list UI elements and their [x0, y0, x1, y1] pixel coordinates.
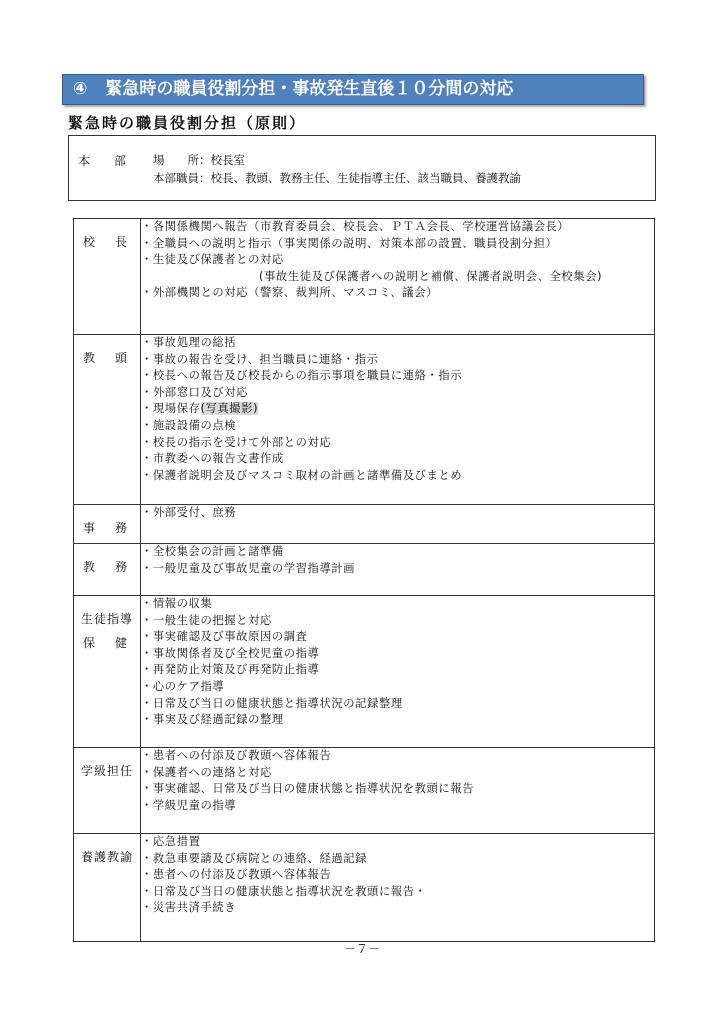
- role-row-academic-affairs: [74, 544, 655, 596]
- duty-item: ・全職員への説明と指示（事実関係の説明、対策本部の設置、職員役割分担）: [141, 236, 558, 250]
- duty-item: ・事故処理の総括: [141, 336, 237, 349]
- role-duty-cell: [141, 544, 655, 596]
- role-row-principal: [74, 219, 655, 335]
- role-label-cell: [74, 596, 141, 748]
- duty-item: ・災害共済手続き: [141, 901, 237, 915]
- duty-item: ・情報の収集: [141, 597, 213, 610]
- role-duty-cell: [141, 219, 655, 335]
- role-row-vice-principal: [74, 335, 655, 505]
- duty-item: ・事実及び経過記録の整理: [141, 713, 284, 727]
- duty-item: ・一般児童及び事故児童の学習指導計画: [141, 561, 356, 575]
- duty-item: ・保護者への連絡と対応: [141, 765, 272, 779]
- duty-item: [141, 401, 654, 418]
- role-label-cell: [74, 544, 141, 596]
- roles-table: [73, 218, 655, 942]
- role-row-school-nurse: [74, 834, 655, 942]
- role-label-cell: [74, 748, 141, 834]
- duty-item: ・心のケア指導: [141, 679, 225, 693]
- role-label: 教 頭: [82, 351, 131, 365]
- duty-item: ・生徒及び保護者との対応: [141, 253, 284, 267]
- role-label: 養護教諭: [80, 850, 133, 864]
- highlighted-text: (写真撮影): [200, 402, 259, 416]
- page-subtitle: 緊急時の職員役割分担（原則）: [68, 114, 307, 132]
- role-label: 教 務: [82, 560, 131, 574]
- section-number: ④: [73, 79, 88, 99]
- role-label: 生徒指導: [80, 612, 133, 626]
- duty-item: ・学級児童の指導: [141, 798, 237, 812]
- section-banner: [62, 74, 644, 105]
- role-label-cell: [74, 505, 141, 544]
- headquarters-staff: 本部職員：校長、教頭、教務主任、生徒指導主任、該当職員、養護教諭: [153, 171, 521, 185]
- duty-item: ・事故関係者及び全校児童の指導: [141, 646, 320, 660]
- duty-item: ・事実確認、日常及び当日の健康状態と指導状況を教頭に報告: [141, 782, 475, 796]
- duty-item: ・一般生徒の把握と対応: [141, 613, 272, 627]
- role-duty-cell: [141, 834, 655, 942]
- duty-item: ・事故の報告を受け、担当職員に連絡・指示: [141, 352, 379, 366]
- duty-item: ・校長への報告及び校長からの指示事項を職員に連絡・指示: [141, 369, 463, 383]
- duty-item: ・市教委への報告文書作成: [141, 452, 284, 466]
- duty-item: ・日常及び当日の健康状態と指導状況の記録整理: [141, 696, 403, 710]
- role-label-cell: [74, 834, 141, 942]
- duty-item: ・外部受付、庶務: [141, 506, 237, 519]
- duty-item: ・施設設備の点検: [141, 418, 237, 432]
- role-duty-cell: [141, 505, 655, 544]
- duty-item: ・応急措置: [141, 835, 201, 848]
- role-duty-cell: [141, 596, 655, 748]
- role-duty-cell: [141, 335, 655, 505]
- role-label: 保 健: [82, 636, 131, 650]
- duty-item: ・各関係機関へ報告（市教育委員会、校長会、ＰＴＡ会長、学校運営協議会長）: [141, 220, 570, 233]
- role-label: 校 長: [82, 235, 131, 249]
- headquarters-box: [68, 135, 656, 201]
- duty-item: ・再発防止対策及び再発防止指導: [141, 663, 320, 677]
- role-row-office: [74, 505, 655, 544]
- section-title: 緊急時の職員役割分担・事故発生直後１０分間の対応: [105, 79, 514, 99]
- duty-item: ・保護者説明会及びマスコミ取材の計画と諸準備及びまとめ: [141, 468, 463, 482]
- headquarters-location: 場 所：校長室: [153, 153, 245, 167]
- duty-item-note: (事故生徒及び保護者への説明と補償、保護者説明会、全校集会): [259, 269, 603, 283]
- role-label-cell: [74, 219, 141, 335]
- role-label-cell: [74, 335, 141, 505]
- duty-item: ・患者への付添及び教頭へ容体報告: [141, 749, 332, 762]
- role-duty-cell: [141, 748, 655, 834]
- duty-item: ・救急車要請及び病院との連絡、経過記録: [141, 851, 368, 865]
- duty-item: ・日常及び当日の健康状態と指導状況を教頭に報告・: [141, 884, 427, 898]
- role-row-homeroom-teacher: [74, 748, 655, 834]
- role-label: 事 務: [82, 521, 131, 535]
- duty-item: ・外部機関との対応（警察、裁判所、マスコミ、議会）: [141, 286, 438, 300]
- headquarters-label: 本 部: [77, 154, 132, 168]
- duty-item-text: ・現場保存: [141, 402, 201, 416]
- duty-item: ・全校集会の計画と諸準備: [141, 545, 284, 558]
- role-row-student-guidance: [74, 596, 655, 748]
- duty-item: ・校長の指示を受けて外部との対応: [141, 435, 332, 449]
- duty-item: ・外部窓口及び対応: [141, 385, 249, 399]
- duty-item: ・患者への付添及び教頭へ容体報告: [141, 868, 332, 882]
- duty-item: ・事実確認及び事故原因の調査: [141, 630, 308, 644]
- page-number: －７－: [343, 942, 380, 956]
- role-label: 学級担任: [80, 764, 133, 778]
